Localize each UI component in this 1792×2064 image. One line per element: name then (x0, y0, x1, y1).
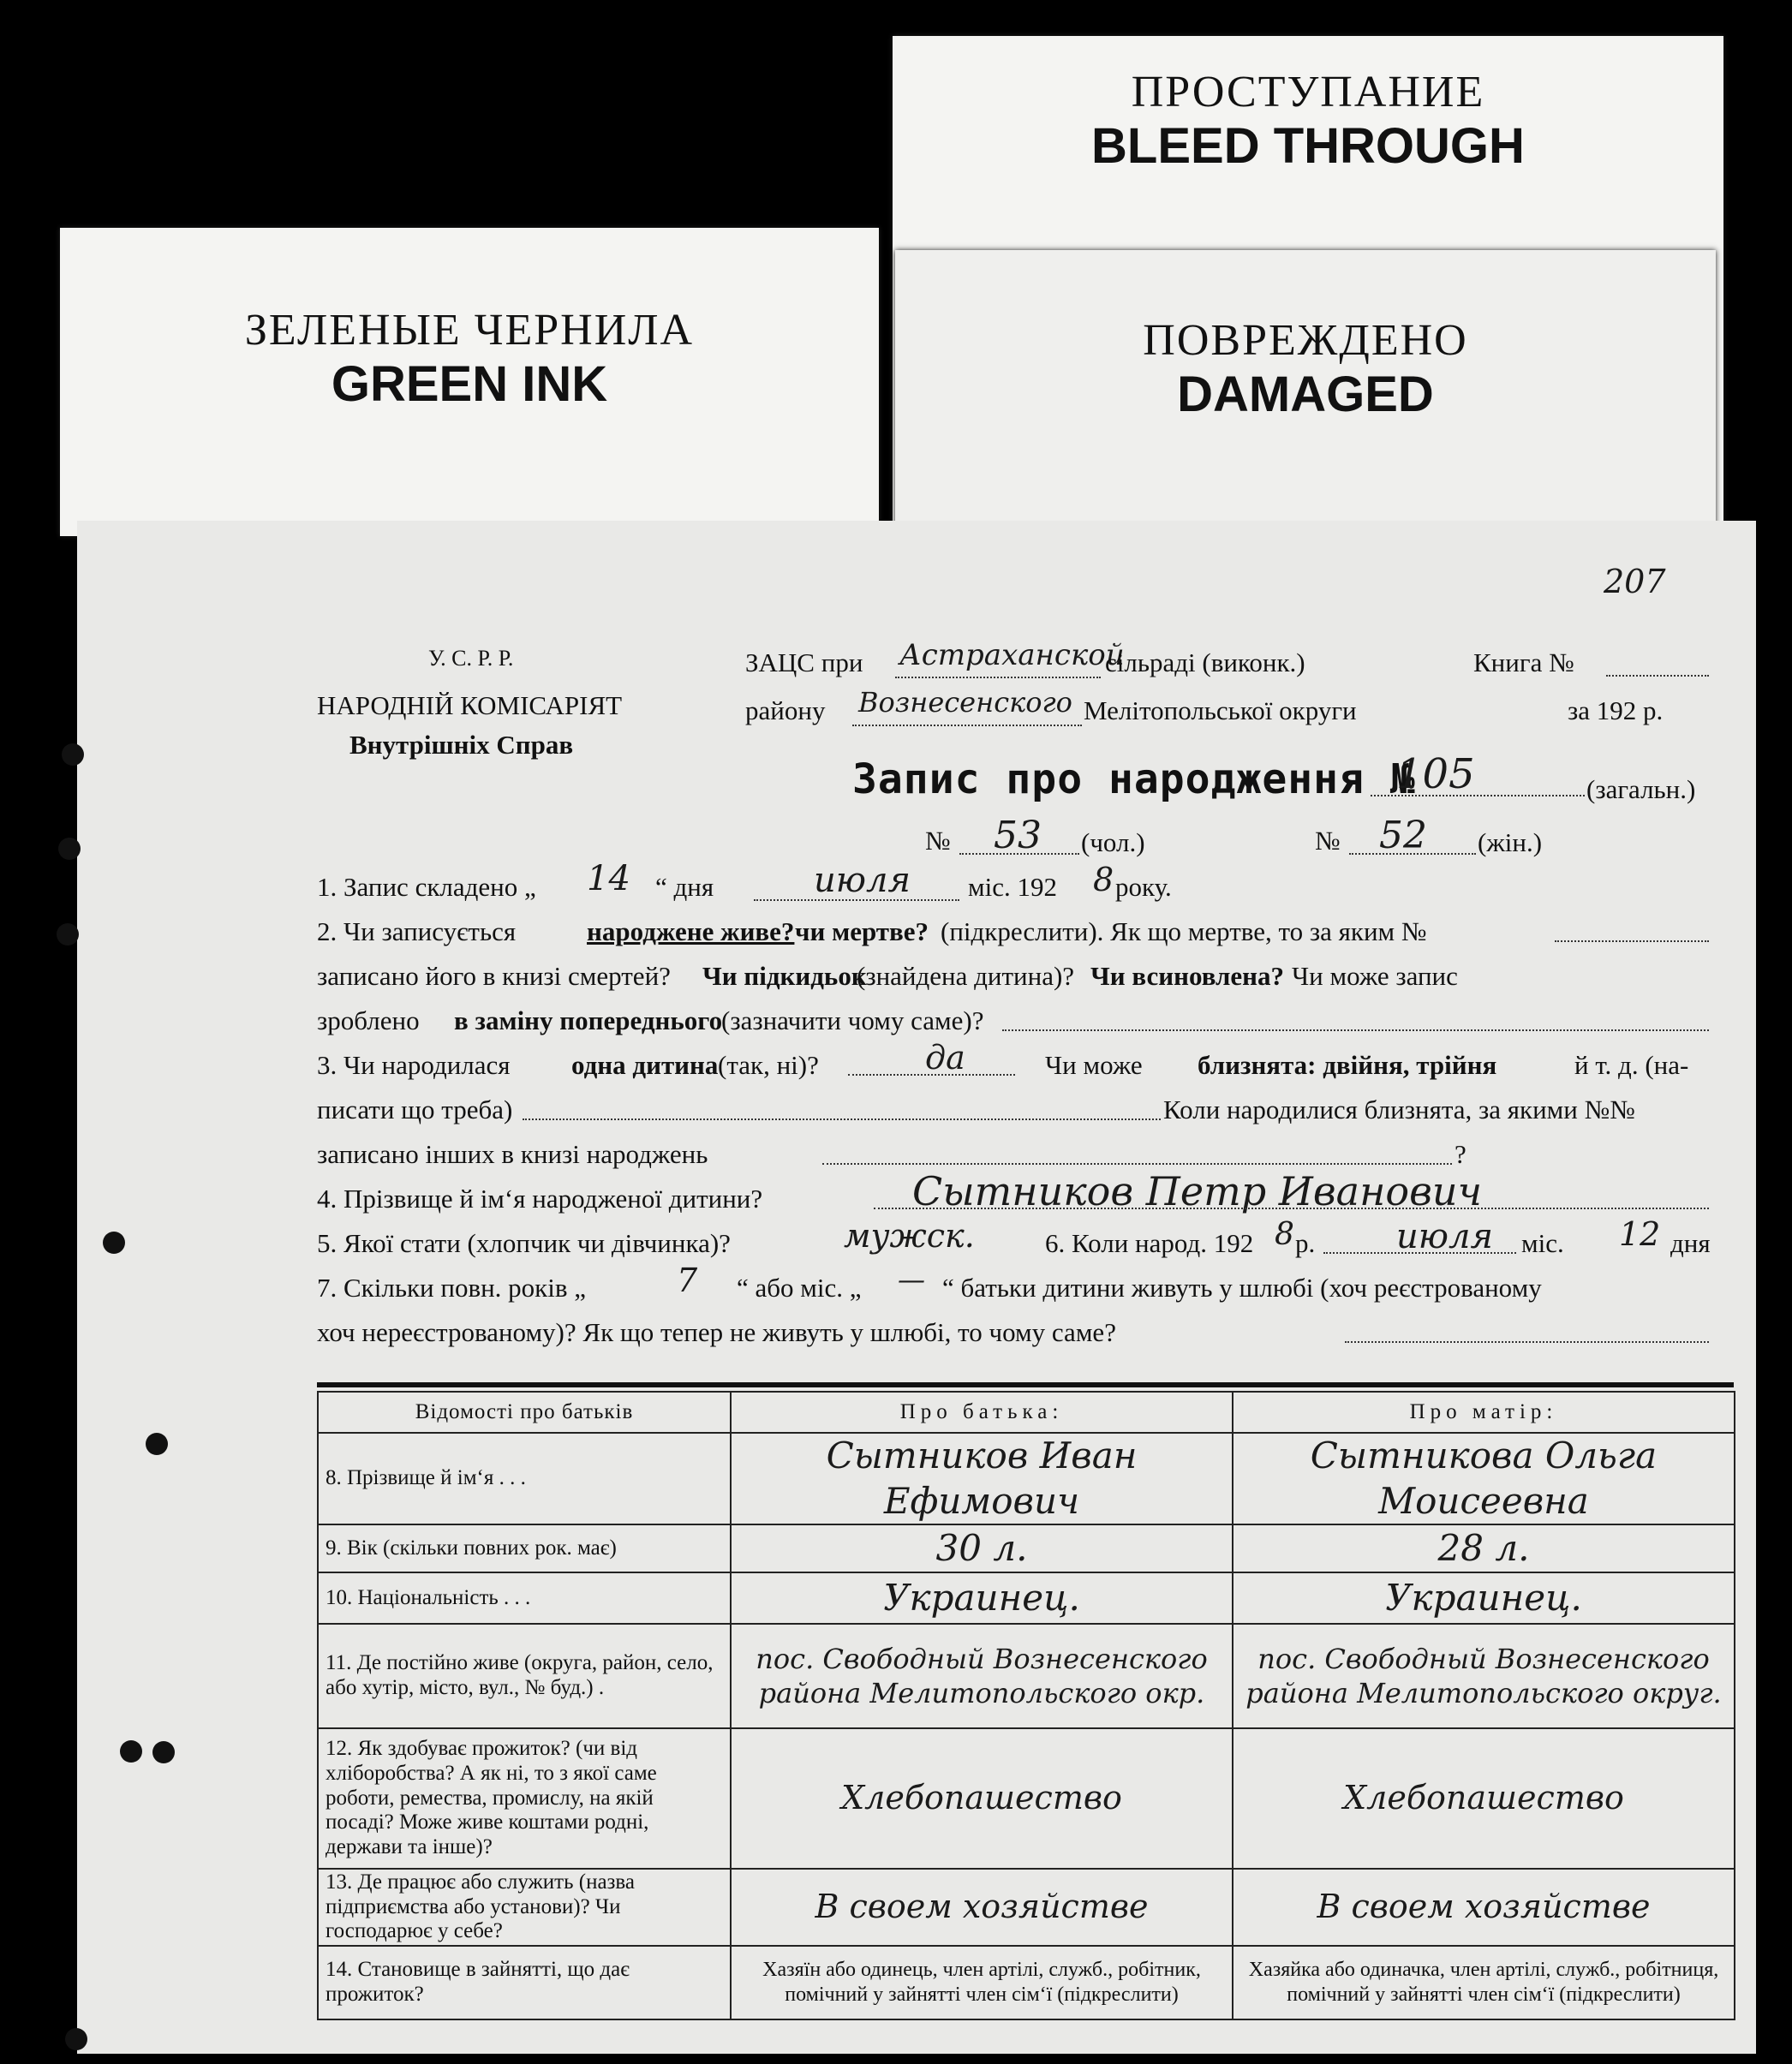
q6-day-label: дня (1670, 1228, 1711, 1258)
dotted-line (1323, 1252, 1516, 1254)
father-cell: В своем хозяйстве (731, 1869, 1233, 1946)
dotted-line (1002, 1029, 1709, 1031)
bleed-through-ru: ПРОСТУПАНИЕ (1131, 68, 1485, 116)
zags-prefix: ЗАЦС при (745, 647, 863, 677)
table-row (318, 1524, 1735, 1572)
table-row (318, 1946, 1735, 2019)
dotted-line (523, 1118, 1161, 1120)
q5-sex-hw: мужск. (844, 1217, 975, 1255)
mother-cell: В своем хозяйстве (1233, 1869, 1735, 1946)
father-cell: Хлебопашество (731, 1728, 1233, 1869)
punch-hole (57, 923, 79, 946)
punch-hole (146, 1433, 168, 1455)
dotted-line (1606, 675, 1709, 677)
q3-twins: близнята: двійня, трійня (1198, 1050, 1497, 1080)
q3-label: 3. Чи народилася (317, 1050, 511, 1080)
table-row (318, 1433, 1735, 1524)
bleed-through-en: BLEED THROUGH (1091, 118, 1525, 174)
punch-hole (58, 838, 81, 860)
q2-rest: (підкреслити). Як що мертве, то за яким № (941, 916, 1427, 946)
q3-line2: писати що треба) (317, 1095, 513, 1124)
q6-month-hw: июля (1396, 1217, 1493, 1256)
q2-why: (зазначити чому саме)? (721, 1005, 984, 1035)
zags-hw: Астраханской (899, 638, 1125, 672)
damaged-card (895, 250, 1716, 533)
q7-label: 7. Скільки повн. років „ (317, 1273, 586, 1303)
row-label: 9. Вік (скільки повних рок. має) (318, 1524, 731, 1572)
col-header-mother: Про матір: (1233, 1392, 1735, 1433)
q2-line3: зроблено (317, 1005, 420, 1035)
punch-hole (62, 743, 84, 766)
year-label: за 192 р. (1568, 695, 1664, 725)
q1-month-hw: июля (814, 861, 911, 900)
q2-label: 2. Чи записується (317, 916, 517, 946)
damaged-en: DAMAGED (1177, 367, 1434, 422)
q7-years-hw: 7 (677, 1262, 698, 1299)
q2-alive: народжене живе? (587, 916, 795, 946)
q3-maybe: Чи може (1045, 1050, 1143, 1080)
q7-line2: хоч нереєстрованому)? Як що тепер не живуть у шлюбі, то чому саме? (317, 1317, 1116, 1347)
q2-maybe: Чи може запис (1292, 961, 1458, 991)
q6-month-label: міс. (1521, 1228, 1564, 1258)
punch-hole (103, 1232, 125, 1254)
q2-dead: чи мертве? (795, 916, 929, 946)
q2-line2: записано його в книзі смертей? (317, 961, 671, 991)
dotted-line (1371, 795, 1585, 796)
q3-one-child: одна дитина (571, 1050, 719, 1080)
raion-suffix: Мелітопольської округи (1084, 695, 1357, 725)
punch-hole (120, 1740, 142, 1763)
father-cell: Хазяїн або одинець, член артілі, служб., робітник, помічний у зайнятті член сім‘ї (підкреслити) (731, 1946, 1233, 2019)
table-top-rule (317, 1382, 1734, 1387)
mother-cell: 28 л. (1233, 1524, 1735, 1572)
commissariat-label: НАРОДНІЙ КОМІСАРІЯТ (317, 690, 623, 720)
q1-label: 1. Запис складено „ (317, 872, 536, 902)
q7-rest: “ батьки дитини живуть у шлюбі (хоч реєстрованому (942, 1273, 1542, 1303)
punch-hole (65, 2028, 87, 2050)
q7-months-hw: — (898, 1263, 925, 1296)
dotted-line (852, 725, 1082, 726)
table-row (318, 1624, 1735, 1728)
green-ink-ru: ЗЕЛЕНЫЕ ЧЕРНИЛА (244, 306, 695, 355)
male-no-hw: 53 (994, 814, 1042, 857)
q2-adopted: Чи всиновлена? (1090, 961, 1285, 991)
raion-prefix: району (745, 695, 826, 725)
father-cell: пос. Свободный Вознесенского района Мелитопольского окр. (731, 1624, 1233, 1728)
zags-suffix: сільраді (виконк.) (1105, 647, 1305, 677)
green-ink-en: GREEN INK (331, 356, 608, 412)
dotted-line (754, 899, 959, 901)
row-label: 11. Де постійно живе (округа, район, село, або хутір, місто, вул., № буд.) . (318, 1624, 731, 1728)
q1-year-label: міс. 192 (968, 872, 1057, 902)
dotted-line (874, 1208, 1709, 1209)
q1-day-suffix: “ дня (655, 872, 714, 902)
dotted-line (1349, 853, 1476, 855)
father-cell: Украинец. (731, 1572, 1233, 1624)
q4-label: 4. Прізвище й ім‘я народженої дитини? (317, 1184, 763, 1214)
father-cell: Сытников Иван Ефимович (731, 1433, 1233, 1524)
general-label: (загальн.) (1586, 774, 1696, 804)
q2-foundling: Чи підкидьок (702, 961, 867, 991)
q6-label: 6. Коли народ. 192 (1045, 1228, 1254, 1258)
col-header-father: Про батька: (731, 1392, 1233, 1433)
table-row (318, 1572, 1735, 1624)
q6-year-hw: 8 (1275, 1217, 1294, 1252)
q5-label: 5. Якої стати (хлопчик чи дівчинка)? (317, 1228, 731, 1258)
q2-found: (знайдена дитина)? (857, 961, 1075, 991)
female-label: (жін.) (1478, 827, 1543, 857)
q4-child-name-hw: Сытников Петр Иванович (912, 1168, 1483, 1214)
page-number: 207 (1604, 563, 1666, 600)
q3-etc: й т. д. (на- (1574, 1050, 1689, 1080)
dept-label: Внутрішніх Справ (349, 730, 574, 760)
q3-yesno: (так, ні)? (718, 1050, 819, 1080)
mother-cell: пос. Свободный Вознесенского района Мелитопольского округ. (1233, 1624, 1735, 1728)
q3-twins-when: Коли народилися близнята, за якими №№ (1163, 1095, 1635, 1124)
male-label: (чол.) (1081, 827, 1145, 857)
q3-line3: записано інших в книзі народжень (317, 1139, 708, 1169)
row-label: 10. Національність . . . (318, 1572, 731, 1624)
birth-record-page (77, 521, 1756, 2054)
q3-hw: да (925, 1039, 965, 1077)
punch-hole (152, 1741, 175, 1763)
green-ink-card (60, 228, 879, 536)
table-header-row (318, 1392, 1735, 1433)
dotted-line (895, 677, 1101, 678)
parents-table (317, 1391, 1735, 2020)
record-title: Запис про народження № (852, 755, 1416, 803)
dotted-line (1555, 940, 1709, 942)
q1-day-hw: 14 (587, 859, 630, 898)
q6-r: р. (1295, 1228, 1316, 1258)
female-no-label: № (1315, 826, 1341, 856)
raion-hw: Вознесенского (858, 686, 1072, 719)
male-no-label: № (925, 826, 951, 856)
dotted-line (1345, 1341, 1709, 1343)
q1-year-hw: 8 (1093, 861, 1114, 898)
q6-day-hw: 12 (1619, 1215, 1661, 1253)
mother-cell: Хлебопашество (1233, 1728, 1735, 1869)
father-cell: 30 л. (731, 1524, 1233, 1572)
record-number-hw: 105 (1396, 750, 1475, 798)
dotted-line (822, 1163, 1452, 1165)
dotted-line (848, 1074, 1015, 1076)
mother-cell: Хазяйка або одиначка, член артілі, служб., робітниця, помічний у зайнятті член сім‘ї (підкреслити) (1233, 1946, 1735, 2019)
damaged-ru: ПОВРЕЖДЕНО (1143, 316, 1468, 365)
dotted-line (959, 853, 1079, 855)
mother-cell: Сытникова Ольга Моисеевна (1233, 1433, 1735, 1524)
q3-qmark: ? (1455, 1139, 1466, 1169)
female-no-hw: 52 (1379, 814, 1427, 857)
row-label: 12. Як здобуває прожиток? (чи від хліборобства? А як ні, то з якої саме роботи, ремества, промислу, на якій посаді? Може живе коштами родні, держави та інше)? (318, 1728, 731, 1869)
row-label: 14. Становище в зайнятті, що дає прожиток? (318, 1946, 731, 2019)
ussr-label: У. С. Р. Р. (428, 646, 514, 671)
row-label: 13. Де працює або служить (назва підприємства або установи)? Чи господарює у себе? (318, 1869, 731, 1946)
q2-replacement: в заміну попереднього (454, 1005, 723, 1035)
q1-suffix: року. (1115, 872, 1172, 902)
row-label: 8. Прізвище й ім‘я . . . (318, 1433, 731, 1524)
col-header-info: Відомості про батьків (318, 1392, 731, 1433)
mother-cell: Украинец. (1233, 1572, 1735, 1624)
q7-months: “ або міс. „ (737, 1273, 862, 1303)
table-row (318, 1869, 1735, 1946)
table-row (318, 1728, 1735, 1869)
book-label: Книга № (1473, 647, 1574, 677)
